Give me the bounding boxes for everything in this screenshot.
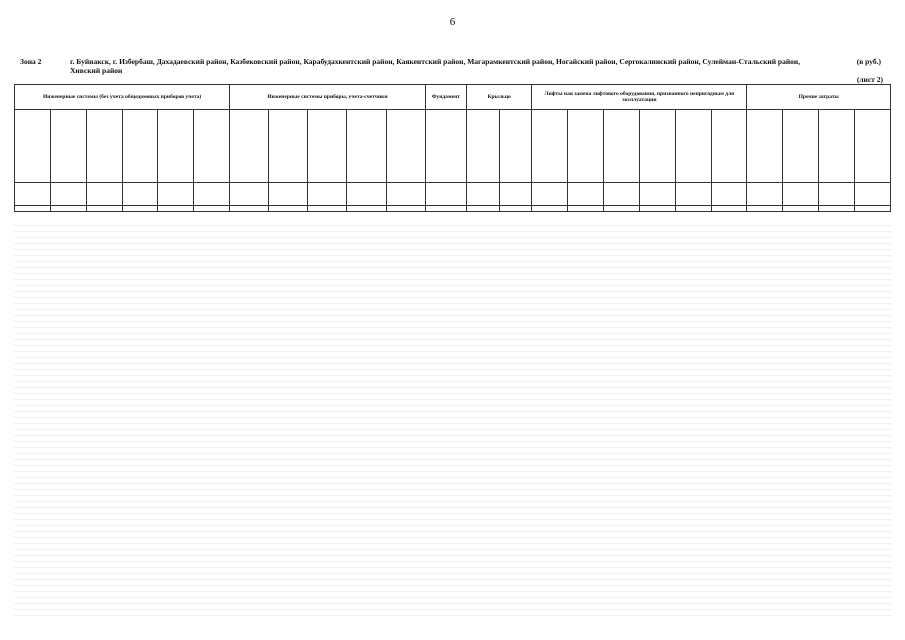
unit-cell: [499, 183, 532, 206]
subheader-cell: [15, 110, 51, 183]
unit-cell: [50, 183, 86, 206]
unit-cell: [819, 183, 855, 206]
subheader-cell: [158, 110, 194, 183]
subheader-cell: [425, 110, 466, 183]
group-other: Прочие затраты: [747, 85, 891, 110]
unit-cell: [783, 183, 819, 206]
unit-cell: [639, 183, 675, 206]
data-rows-area: [14, 220, 891, 616]
group-foundation: Фундамент: [425, 85, 466, 110]
subheader-cell: [819, 110, 855, 183]
subheader-cell: [675, 110, 711, 183]
subheader-cell: [854, 110, 890, 183]
group-porch: Крыльцо: [467, 85, 532, 110]
unit-cell: [532, 183, 568, 206]
group-meters: Инженерные системы приборы, учета-счетчики: [230, 85, 426, 110]
subheader-cell: [711, 110, 747, 183]
zone-cities: г. Буйнакск, г. Избербаш, Дахадаевский район, Казбековский район, Карабудахкентский район, Каякентский район, Магарамкентский район, Ногайский район, Сергокалинский район, Сулейман-Стальский район, Хивский район: [70, 57, 801, 75]
unit-cell: [347, 183, 386, 206]
subheader-cell: [122, 110, 158, 183]
cost-table: [14, 84, 891, 212]
unit-cell: [86, 183, 122, 206]
units-label: (в руб.): [856, 57, 881, 66]
subheader-cell: [568, 110, 604, 183]
unit-cell: [230, 183, 269, 206]
subheader-cell: [347, 110, 386, 183]
subheader-cell: [50, 110, 86, 183]
unit-cell: [269, 183, 308, 206]
unit-cell: [747, 183, 783, 206]
unit-cell: [122, 183, 158, 206]
subheader-cell: [269, 110, 308, 183]
unit-cell: [194, 183, 230, 206]
unit-cell: [568, 183, 604, 206]
subheader-cell: [639, 110, 675, 183]
group-engineering: Инженерные системы (без учета общедомовых приборов учета): [15, 85, 230, 110]
unit-cell: [425, 183, 466, 206]
subheader-row: [15, 110, 891, 183]
subheader-cell: [747, 110, 783, 183]
subheader-cell: [532, 110, 568, 183]
subheader-cell: [386, 110, 425, 183]
subheader-cell: [499, 110, 532, 183]
column-number-row: [15, 206, 891, 212]
unit-row: [15, 183, 891, 206]
subheader-cell: [194, 110, 230, 183]
unit-cell: [158, 183, 194, 206]
unit-cell: [308, 183, 347, 206]
subheader-cell: [230, 110, 269, 183]
group-header-row: [15, 85, 891, 110]
unit-cell: [711, 183, 747, 206]
page-number: 6: [449, 16, 456, 28]
subheader-cell: [783, 110, 819, 183]
zone-label: Зона 2: [20, 57, 42, 66]
group-elevators: Лифты ная замена лифтового оборудования, признанного непригодным для эксплуатации: [532, 85, 747, 110]
sheet-label: (лист 2): [856, 75, 883, 84]
subheader-cell: [467, 110, 500, 183]
unit-cell: [15, 183, 51, 206]
subheader-cell: [308, 110, 347, 183]
unit-cell: [854, 183, 890, 206]
unit-cell: [386, 183, 425, 206]
unit-cell: [675, 183, 711, 206]
unit-cell: [467, 183, 500, 206]
unit-cell: [603, 183, 639, 206]
subheader-cell: [86, 110, 122, 183]
subheader-cell: [603, 110, 639, 183]
